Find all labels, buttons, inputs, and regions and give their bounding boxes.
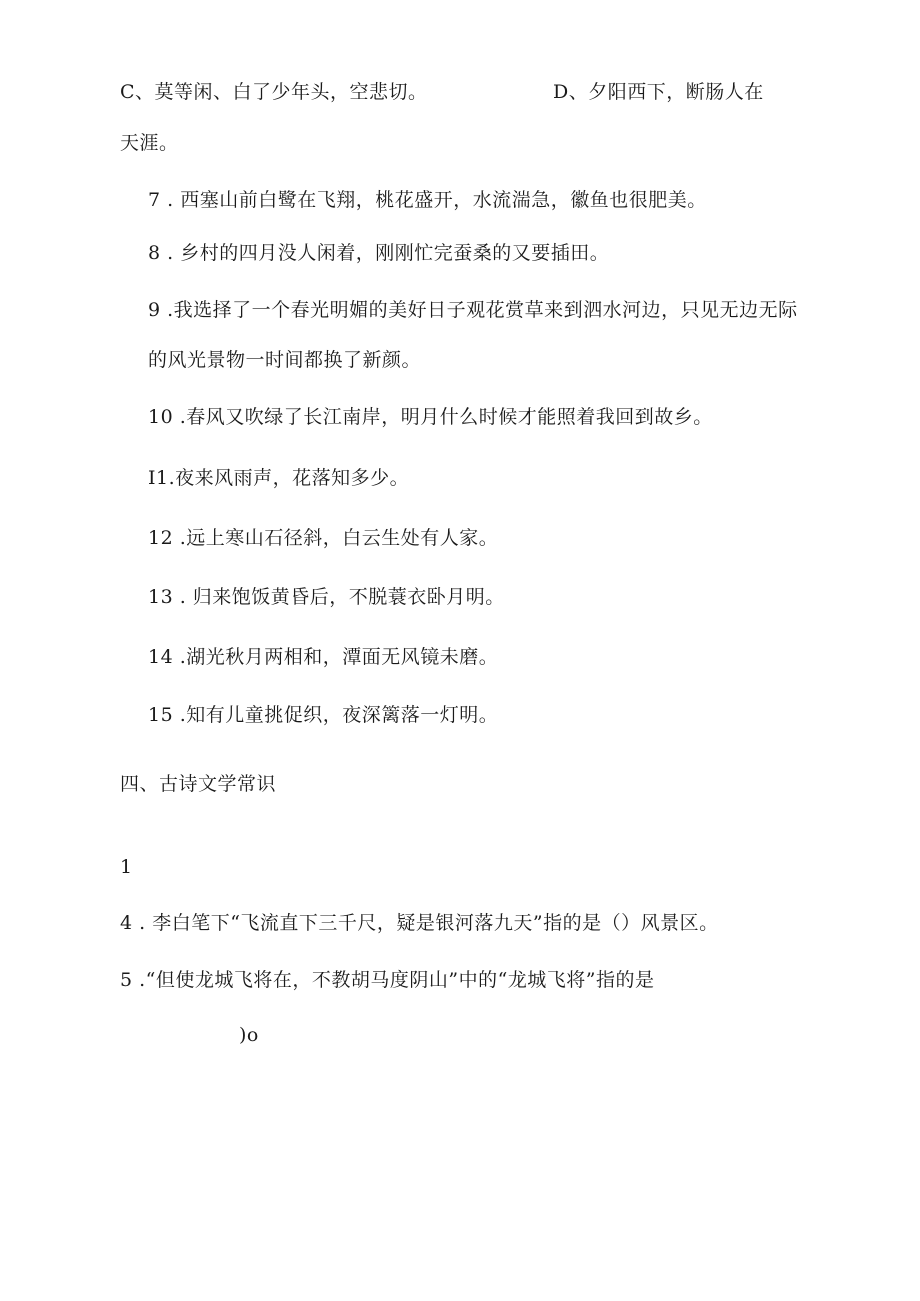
option-c: C、莫等闲、白了少年头，空悲切。: [120, 81, 428, 103]
question-4: 4 . 李白笔下“飞流直下三千尺，疑是银河落九天”指的是（）风景区。: [120, 912, 719, 934]
translation-14: 14 .湖光秋月两相和，潭面无风镜未磨。: [148, 646, 499, 668]
translation-7: 7 . 西塞山前白鹭在飞翔，桃花盛开，水流湍急，徽鱼也很肥美。: [148, 189, 707, 211]
question-5-answer-blank: )o: [239, 1024, 259, 1046]
translation-9: 9 .我选择了一个春光明媚的美好日子观花赏草来到泗水河边，只见无边无际: [148, 299, 798, 321]
translation-13: 13 . 归来饱饭黄昏后，不脱蓑衣卧月明。: [148, 586, 505, 608]
question-5: 5 .“但使龙城飞将在，不教胡马度阴山”中的“龙城飞将”指的是: [120, 969, 655, 991]
question-number-1: 1: [120, 856, 133, 878]
option-d-continuation: 天涯。: [120, 132, 179, 154]
translation-12: 12 .远上寒山石径斜，白云生处有人家。: [148, 527, 499, 549]
translation-15: 15 .知有儿童挑促织，夜深篱落一灯明。: [148, 704, 499, 726]
option-d: D、夕阳西下，断肠人在: [553, 81, 764, 103]
translation-9-continuation: 的风光景物一时间都换了新颜。: [148, 349, 422, 371]
translation-10: 10 .春风又吹绿了长江南岸，明月什么时候才能照着我回到故乡。: [148, 406, 713, 428]
section-heading: 四、古诗文学常识: [120, 773, 277, 795]
translation-11: I1.夜来风雨声，花落知多少。: [148, 467, 410, 489]
translation-8: 8 . 乡村的四月没人闲着，刚刚忙完蚕桑的又要插田。: [148, 242, 610, 264]
